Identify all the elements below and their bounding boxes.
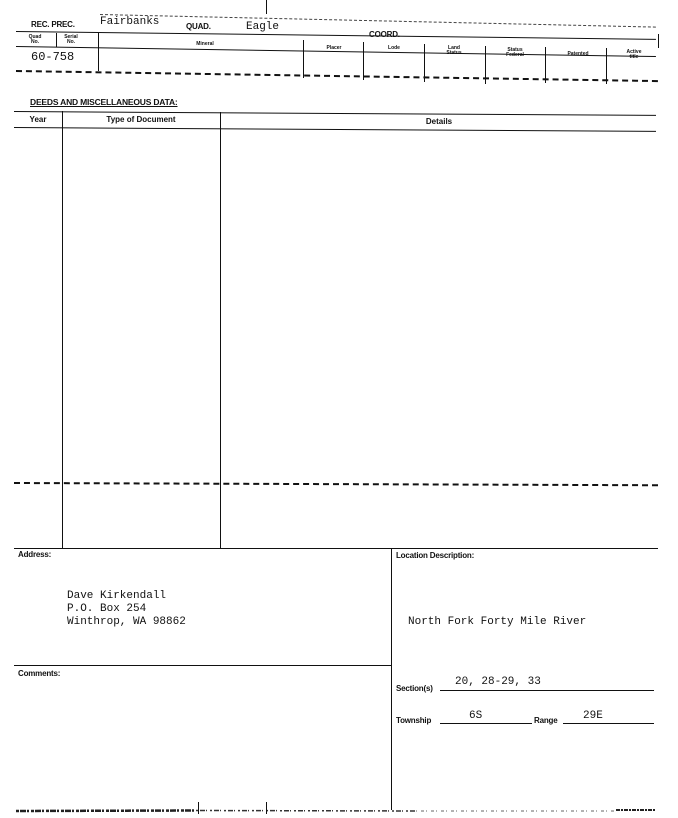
deeds-mid-dash	[14, 482, 658, 486]
deeds-bottom-line	[14, 548, 658, 549]
header-right-tick	[658, 34, 659, 48]
quad-no-value[interactable]: 60-758	[31, 50, 75, 64]
location-divider	[391, 548, 392, 810]
location-value[interactable]: North Fork Forty Mile River	[408, 616, 587, 628]
status-federal-label: Status Federal	[506, 47, 524, 58]
header-divider-2	[98, 33, 99, 71]
scan-edge-noise	[16, 800, 656, 806]
top-tick	[266, 0, 267, 14]
patented-label: Patented	[567, 51, 589, 57]
address-label: Address:	[18, 550, 52, 559]
range-label: Range	[534, 716, 558, 725]
address-block[interactable]	[67, 590, 367, 629]
deeds-section-title: DEEDS AND MISCELLANEOUS DATA:	[30, 97, 178, 107]
quad-value[interactable]: Eagle	[246, 21, 280, 33]
location-label: Location Description:	[396, 551, 475, 560]
active-title-label: Active title	[626, 49, 642, 60]
section-underline	[440, 690, 654, 691]
address-line-3: Winthrop, WA 98862	[67, 616, 186, 628]
quad-label: QUAD.	[186, 22, 211, 31]
range-underline	[563, 723, 654, 724]
details-column-header: Details	[425, 117, 453, 126]
township-underline	[440, 723, 532, 724]
bottom-tick-left	[198, 802, 199, 814]
rec-prec-label: REC. PREC.	[31, 20, 75, 29]
coord-label: COORD.	[369, 30, 400, 39]
range-value[interactable]: 29E	[583, 710, 603, 722]
header-divider-4	[363, 42, 364, 80]
land-status-label: Land Status	[446, 45, 462, 56]
comments-value[interactable]	[24, 690, 384, 790]
year-column-header: Year	[29, 115, 47, 124]
bottom-tick-right	[266, 802, 267, 814]
record-header	[0, 0, 678, 90]
section-label: Section(s)	[396, 684, 433, 693]
township-value[interactable]: 6S	[469, 710, 483, 722]
header-top-dash	[100, 14, 656, 28]
section-value[interactable]: 20, 28-29, 33	[455, 676, 541, 688]
lode-label: Lode	[388, 45, 400, 51]
serial-no-label: Serial No.	[64, 34, 78, 45]
comments-label: Comments:	[18, 669, 61, 678]
header-divider-3	[303, 40, 304, 78]
mineral-label: Mineral	[196, 41, 214, 47]
placer-label: Placer	[326, 45, 342, 51]
comments-top-line	[14, 665, 391, 666]
header-row-line	[16, 31, 656, 40]
quad-no-label: Quad No.	[28, 34, 42, 45]
address-line-2: P.O. Box 254	[67, 603, 147, 615]
rec-prec-value[interactable]: Fairbanks	[100, 16, 160, 28]
address-line-1: Dave Kirkendall	[67, 590, 167, 602]
document-type-column-header: Type of Document	[106, 115, 176, 124]
deeds-table-body[interactable]	[16, 130, 656, 480]
header-divider-1	[56, 33, 57, 47]
header-bottom-dash	[16, 70, 658, 82]
township-label: Township	[396, 716, 432, 725]
